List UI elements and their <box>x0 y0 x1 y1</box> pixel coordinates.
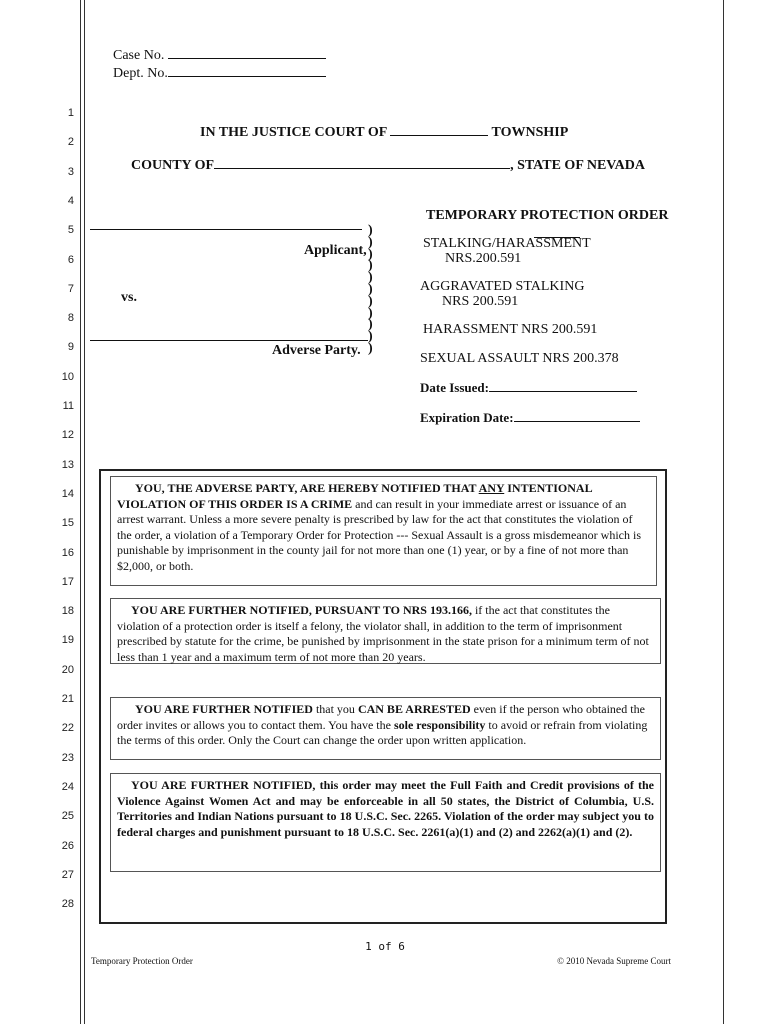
line-number: 9 <box>67 341 74 354</box>
notice-arrest-text-a: that you <box>312 702 358 716</box>
caption-paren: ) <box>368 258 373 274</box>
right-margin-rule <box>723 0 724 1024</box>
notice-full-faith-credit-text: YOU ARE FURTHER NOTIFIED, this order may meet the Full Faith and Credit provisions of the Violence Against Women Act and may be enforceable in all 50 states, the District of Columbia, U.S. Territories and Indian Nations pursuant to 18 U.S.C. Sec. 2265. Violation of the order may subject you to federal charges and punishment pursuant to 18 U.S.C. Sec. 2261(a)(1) and (2) and 2262(a)(1) and (2). <box>117 778 654 839</box>
notice-arrest-text-b: even if the person who obtained the order invites or allows you to contact them. You have the <box>117 702 645 732</box>
caption-paren: ) <box>368 293 373 309</box>
line-number: 14 <box>61 487 74 500</box>
notice-full-faith-credit <box>110 773 661 872</box>
line-number: 23 <box>61 751 74 764</box>
notice-crime-heading-a: YOU, THE ADVERSE PARTY, ARE HEREBY NOTIFIED THAT <box>135 481 479 495</box>
line-number: 3 <box>67 165 74 178</box>
date-issued-label: Date Issued: <box>420 380 489 395</box>
state-suffix: , STATE OF NEVADA <box>510 158 645 173</box>
versus-label: vs. <box>121 290 137 305</box>
order-title: TEMPORARY PROTECTION ORDER <box>426 208 669 223</box>
line-number: 7 <box>67 282 74 295</box>
line-number: 8 <box>67 312 74 325</box>
expiration-date-field[interactable] <box>420 410 640 426</box>
court-name-suffix: TOWNSHIP <box>488 125 569 140</box>
line-number: 27 <box>61 868 74 881</box>
caption-paren: ) <box>368 282 373 297</box>
option-aggravated-stalking[interactable] <box>420 279 584 309</box>
caption-paren: ) <box>368 317 373 333</box>
line-number: 25 <box>61 810 74 823</box>
line-number: 5 <box>67 224 74 237</box>
case-number-label: Case No. <box>113 48 168 63</box>
option-stalking-harassment[interactable] <box>423 236 591 266</box>
footer-copyright: © 2010 Nevada Supreme Court <box>557 956 671 966</box>
notice-arrest-text-c: to avoid or refrain from violating the terms of this order. Only the Court can change the order upon written application. <box>117 717 648 747</box>
notice-crime-warning <box>110 476 657 586</box>
caption-paren: ) <box>368 223 373 238</box>
caption-paren: ) <box>368 305 373 321</box>
dept-number-field[interactable] <box>113 65 326 82</box>
line-number: 21 <box>61 693 74 705</box>
line-number: 2 <box>67 136 74 149</box>
notice-crime-any: ANY <box>478 481 505 495</box>
line-number: 19 <box>61 634 74 647</box>
court-name-prefix: IN THE JUSTICE COURT OF <box>200 125 391 140</box>
caption-paren: ) <box>368 329 373 345</box>
dept-number-blank[interactable] <box>168 65 326 77</box>
caption-paren: ) <box>368 270 373 286</box>
expiration-date-blank[interactable] <box>514 410 640 422</box>
option-aggravated-stalking-statute: NRS 200.591 <box>442 294 519 309</box>
option-aggravated-stalking-label: AGGRAVATED STALKING <box>420 279 585 294</box>
adverse-party-name-line[interactable] <box>90 340 368 341</box>
line-number: 12 <box>61 429 74 442</box>
notice-arrest-can-be-arrested: CAN BE ARRESTED <box>357 702 471 716</box>
notice-felony-text: if the act that constitutes the violation of a protection order is itself a felony, the violator shall, in addition to the term of imprisonment prescribed by statute for the crime, be punished by imprisonment in the state prison for a minimum term of not less than 1 year and a maximum term of not more than 20 years. <box>117 603 649 664</box>
notice-felony-heading: YOU ARE FURTHER NOTIFIED, PURSUANT TO NRS 193.166, <box>131 603 472 617</box>
line-number: 24 <box>61 780 74 793</box>
line-number: 22 <box>61 722 74 735</box>
line-number: 4 <box>67 194 74 207</box>
line-number: 17 <box>61 575 74 588</box>
option-stalking-harassment-statute: NRS.200.591 <box>445 251 522 266</box>
adverse-party-label: Adverse Party. <box>272 343 361 358</box>
notice-crime-heading-b: INTENTIONAL VIOLATION OF THIS ORDER IS A CRIME <box>117 481 592 511</box>
date-issued-field[interactable] <box>420 380 637 396</box>
line-number: 28 <box>61 898 74 911</box>
option-sexual-assault[interactable]: SEXUAL ASSAULT NRS 200.378 <box>420 351 619 366</box>
left-margin-rule-inner <box>84 0 85 1024</box>
case-number-field[interactable] <box>113 47 326 64</box>
line-number: 16 <box>61 546 74 559</box>
footer-form-title: Temporary Protection Order <box>91 956 193 966</box>
notice-arrest-sole-responsibility: sole responsibility <box>393 717 486 732</box>
notice-arrest <box>110 697 661 760</box>
court-heading-line1 <box>200 124 568 141</box>
county-prefix: COUNTY OF <box>131 158 215 173</box>
line-number: 18 <box>61 605 74 618</box>
applicant-name-line[interactable] <box>90 229 362 230</box>
applicant-label: Applicant, <box>304 243 367 258</box>
notice-crime-text: and can result in your immediate arrest or issuance of an arrest warrant. Unless a more severe penalty is prescribed by law for the act that constitutes the violation of the order, a violation of a Temporary Order for Protection --- Sexual Assault is a gross misdemeanor which is punishable by imprisonment in the county jail for not more than one (1) year, or by a fine of not more than $2,000, or both. <box>117 496 641 573</box>
notice-arrest-heading: YOU ARE FURTHER NOTIFIED <box>135 702 313 716</box>
line-number: 13 <box>61 458 74 471</box>
township-blank[interactable] <box>390 124 488 136</box>
county-blank[interactable] <box>214 157 510 169</box>
line-number: 6 <box>67 253 74 266</box>
date-issued-blank[interactable] <box>489 380 637 392</box>
option-harassment[interactable]: HARASSMENT NRS 200.591 <box>423 322 598 337</box>
dept-number-label: Dept. No. <box>113 66 168 81</box>
line-number: 26 <box>61 839 74 852</box>
line-number: 1 <box>67 107 74 119</box>
option-stalking-harassment-label: STALKING/HARASSMENT <box>423 236 591 251</box>
expiration-date-label: Expiration Date: <box>420 410 514 425</box>
caption-paren: ) <box>368 341 373 356</box>
caption-paren: ) <box>368 234 373 250</box>
court-heading-line2 <box>131 157 645 174</box>
line-number: 20 <box>61 663 74 676</box>
page-number: 1 of 6 <box>365 940 405 953</box>
line-number: 15 <box>61 517 74 530</box>
line-number: 11 <box>62 400 74 412</box>
case-number-blank[interactable] <box>168 47 326 59</box>
notice-felony <box>110 598 661 664</box>
line-number: 10 <box>61 370 74 383</box>
left-margin-rule <box>80 0 81 1024</box>
caption-paren: ) <box>368 246 373 262</box>
